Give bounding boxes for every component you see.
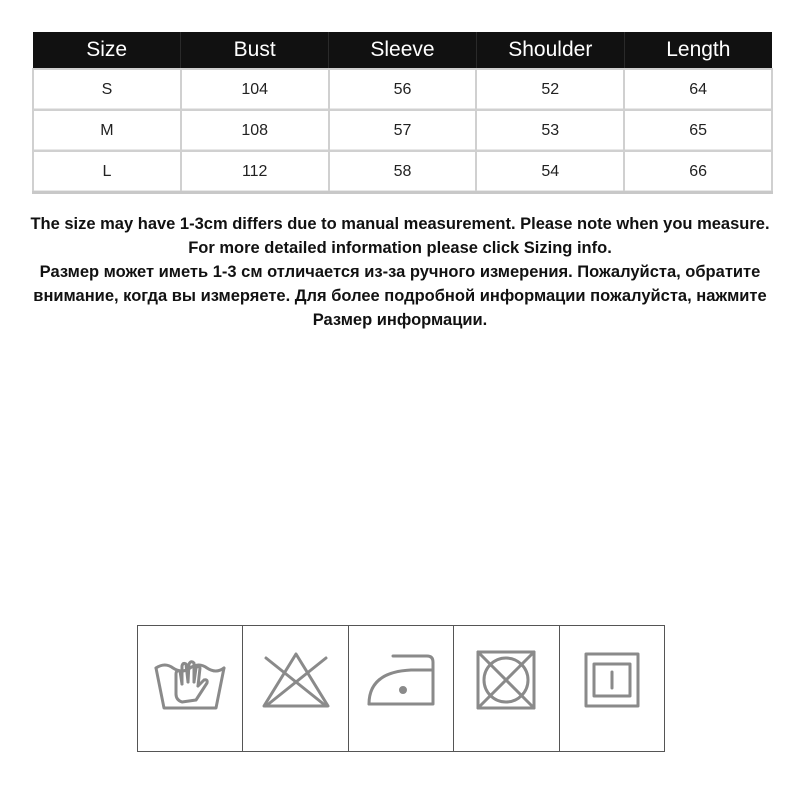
iron-low-heat-icon — [363, 648, 439, 712]
cell-sleeve: 56 — [329, 69, 477, 110]
table-row — [33, 151, 772, 193]
size-chart-table — [32, 32, 773, 194]
cell-bust: 112 — [181, 151, 329, 193]
care-cell-iron — [348, 626, 453, 751]
cell-bust: 104 — [181, 69, 329, 110]
cell-length: 64 — [624, 69, 772, 110]
table-row — [33, 69, 772, 110]
cell-length: 65 — [624, 110, 772, 151]
note-english: The size may have 1-3cm differs due to manual measurement. Please note when you measure. For more detailed information please click Sizing info. — [30, 215, 770, 257]
cell-shoulder: 54 — [476, 151, 624, 193]
size-chart-header-row — [33, 32, 772, 69]
cell-sleeve: 58 — [329, 151, 477, 193]
cell-shoulder: 53 — [476, 110, 624, 151]
header-sleeve: Sleeve — [329, 32, 477, 69]
care-cell-hand-wash — [138, 626, 242, 751]
header-bust: Bust — [181, 32, 329, 69]
care-cell-no-bleach — [242, 626, 347, 751]
measurement-notes — [20, 212, 780, 332]
note-russian: Размер может иметь 1-3 см отличается из-за ручного измерения. Пожалуйста, обратите внимание, когда вы измеряете. Для более подробной информации пожалуйста, нажмите Размер информации. — [33, 263, 767, 329]
table-row — [33, 110, 772, 151]
care-cell-dry-flat — [559, 626, 664, 751]
cell-shoulder: 52 — [476, 69, 624, 110]
cell-length: 66 — [624, 151, 772, 193]
care-cell-no-tumble-dry — [453, 626, 558, 751]
cell-size: S — [33, 69, 181, 110]
header-shoulder: Shoulder — [476, 32, 624, 69]
header-length: Length — [624, 32, 772, 69]
do-not-bleach-icon — [258, 648, 334, 712]
cell-bust: 108 — [181, 110, 329, 151]
dry-flat-icon — [574, 648, 650, 712]
do-not-tumble-dry-icon — [468, 648, 544, 712]
cell-size: M — [33, 110, 181, 151]
care-symbols-row — [137, 625, 665, 752]
header-size: Size — [33, 32, 181, 69]
cell-sleeve: 57 — [329, 110, 477, 151]
cell-size: L — [33, 151, 181, 193]
hand-wash-icon — [152, 648, 228, 712]
